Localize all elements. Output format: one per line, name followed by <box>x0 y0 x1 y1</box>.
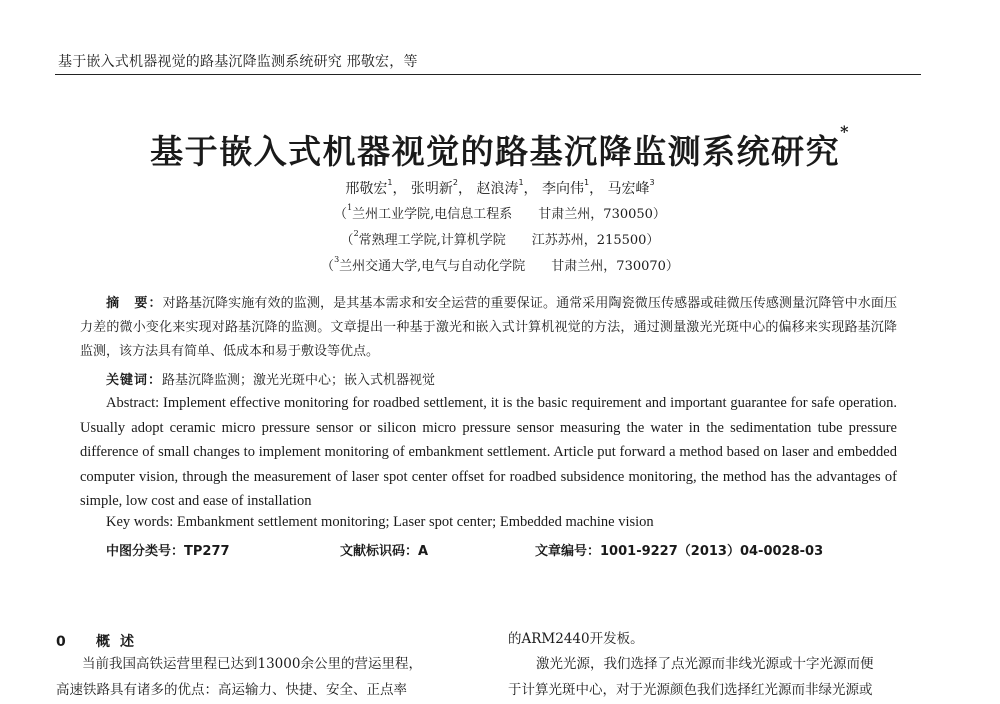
author: 张明新$^2$， <box>410 178 472 197</box>
section-heading <box>56 631 144 651</box>
abstract-en-text: Implement effective monitoring for roadbed settlement, it is the basic requirement and important guarantee for safe operation. Usually adopt ceramic micro pressure sensor or silicon micro pressure sensor measuring the water in the sedimentation tube pressure difference of small changes to implement monitoring of embankment settlement. Article put forward a method based on laser and embedded computer vision, through the measurement of laser spot center offset for roadbed subsidence monitoring, the method has the advantages of simple, low cost and ease of installation <box>80 395 897 509</box>
author: 邢敬宏$^1$， <box>345 178 407 197</box>
author: 李向伟$^1$， <box>542 178 604 197</box>
keywords-en-label: Key words: <box>106 514 177 530</box>
affiliation-1: （$^1$兰州工业学院,电信息工程系 甘肃兰州，730050） <box>334 203 666 222</box>
section-number: 0 <box>56 634 66 650</box>
body-left-line: 当前我国高铁运营里程已达到13000余公里的营运里程， <box>82 656 422 672</box>
body-right-line: 的ARM2440开发板。 <box>508 631 644 647</box>
title-footnote-mark: * <box>840 122 850 141</box>
keywords-cn-label: 关键词： <box>106 373 163 388</box>
body-right-line: 激光光源，我们选择了点光源而非线光源或十字光源而便 <box>536 656 874 672</box>
abstract-cn <box>80 292 897 364</box>
keywords-cn <box>106 369 435 388</box>
keywords-cn-text: 路基沉降监测；激光光斑中心；嵌入式机器视觉 <box>162 373 436 388</box>
author: 赵浪涛$^1$， <box>476 178 538 197</box>
running-head: 基于嵌入式机器视觉的路基沉降监测系统研究 邢敬宏，等 <box>58 54 418 70</box>
paper-title <box>0 122 1000 173</box>
abstract-cn-label: 摘 要： <box>106 296 163 311</box>
clc-number: 中图分类号：TP277 <box>106 544 230 559</box>
keywords-en <box>106 514 654 531</box>
body-left-line: 高速铁路具有诸多的优点：高运输力、快捷、安全、正点率 <box>56 682 407 698</box>
abstract-cn-text: 对路基沉降实施有效的监测，是其基本需求和安全运营的重要保证。通常采用陶瓷微压传感器或硅微压传感测量沉降管中水面压力差的微小变化来实现对路基沉降的监测。文章提出一种基于激光和嵌入式计算机视觉的方法，通过测量激光光斑中心的偏移来实现路基沉降监测，该方法具有简单、低成本和易于敷设等优点。 <box>80 296 897 359</box>
author-list <box>0 178 1000 198</box>
section-title: 概述 <box>96 634 144 650</box>
keywords-en-text: Embankment settlement monitoring; Laser spot center; Embedded machine vision <box>176 514 654 530</box>
abstract-en <box>80 391 897 514</box>
affiliation-3: （$^3$兰州交通大学,电气与自动化学院 甘肃兰州，730070） <box>321 255 679 274</box>
affiliation-2: （$^2$常熟理工学院,计算机学院 江苏苏州，215500） <box>340 229 660 248</box>
abstract-en-label: Abstract: <box>106 395 164 411</box>
document-code: 文献标识码：A <box>340 544 429 559</box>
author: 马宏峰$^3$ <box>607 178 655 197</box>
header-rule <box>55 74 921 75</box>
paper-title-text: 基于嵌入式机器视觉的路基沉降监测系统研究 <box>150 132 841 171</box>
body-right-line: 于计算光斑中心，对于光源颜色我们选择红光源而非绿光源或 <box>508 682 873 698</box>
article-number: 文章编号：1001-9227（2013）04-0028-03 <box>535 544 824 559</box>
